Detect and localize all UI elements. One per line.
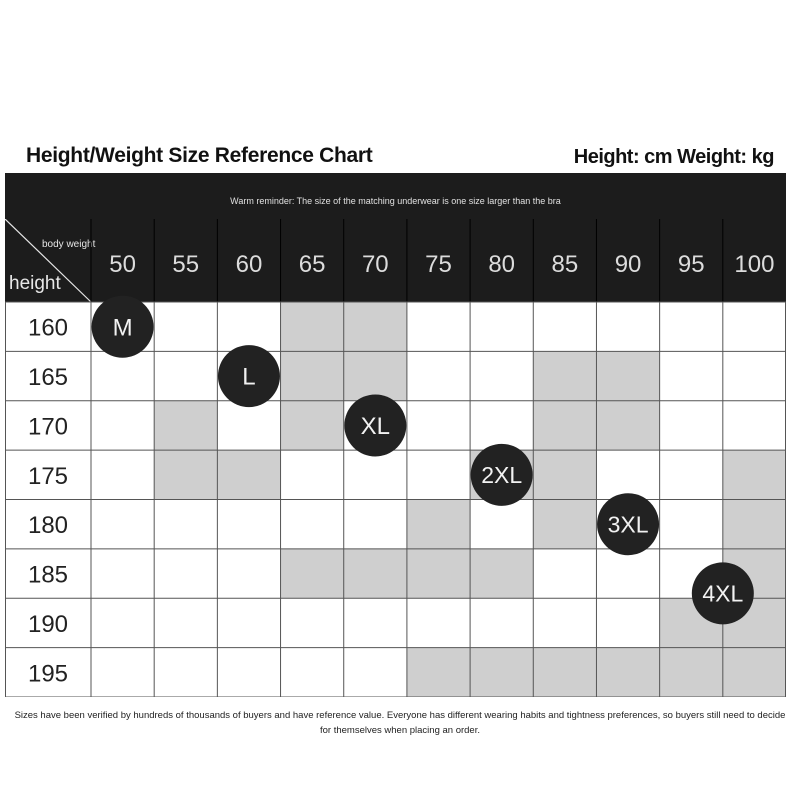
- height-label-160: 160: [27, 314, 69, 342]
- shaded-cell: [344, 302, 407, 351]
- height-label-195: 195: [27, 660, 69, 688]
- shaded-cell: [281, 401, 344, 450]
- size-label-m: M: [112, 314, 133, 342]
- weight-header-95: 95: [677, 251, 705, 278]
- weight-header-85: 85: [551, 251, 579, 278]
- weight-header-90: 90: [614, 251, 642, 278]
- size-label-xl: XL: [360, 413, 390, 441]
- shaded-cell: [407, 549, 470, 598]
- shaded-cell: [660, 648, 723, 697]
- shaded-cell: [470, 549, 533, 598]
- shaded-cell: [533, 500, 596, 549]
- shaded-cell: [596, 351, 659, 400]
- weight-header-75: 75: [425, 251, 452, 278]
- weight-header-70: 70: [361, 251, 389, 278]
- corner-weight-label: body weight: [42, 239, 96, 250]
- weight-header-80: 80: [488, 251, 516, 278]
- shaded-cell: [217, 450, 280, 499]
- footnote: Sizes have been verified by hundreds of thousands of buyers and have reference value. Everyone has different wearing habits and tightness preferences, so buyers still need to decide for themselves when placing an order.: [14, 710, 786, 736]
- shaded-cell: [407, 648, 470, 697]
- height-label-185: 185: [27, 561, 69, 589]
- shaded-cell: [723, 648, 786, 697]
- shaded-cell: [723, 500, 786, 549]
- height-label-175: 175: [27, 462, 69, 490]
- shaded-cell: [723, 450, 786, 499]
- weight-header-100: 100: [734, 251, 775, 278]
- shaded-cell: [533, 351, 596, 400]
- size-grid: [5, 219, 786, 697]
- shaded-cell: [596, 401, 659, 450]
- shaded-cell: [470, 648, 533, 697]
- weight-header-60: 60: [235, 251, 263, 278]
- shaded-cell: [154, 450, 217, 499]
- reminder-text: Warm reminder: The size of the matching underwear is one size larger than the bra: [230, 196, 561, 206]
- shaded-cell: [281, 549, 344, 598]
- reminder-bar: [5, 173, 786, 219]
- size-label-2xl: 2XL: [481, 462, 523, 489]
- height-label-180: 180: [27, 512, 69, 540]
- shaded-cell: [281, 302, 344, 351]
- shaded-cell: [596, 648, 659, 697]
- size-label-4xl: 4XL: [702, 580, 744, 607]
- weight-header-50: 50: [109, 251, 136, 278]
- shaded-cell: [344, 549, 407, 598]
- shaded-cell: [344, 351, 407, 400]
- shaded-cell: [533, 450, 596, 499]
- corner-height-label: height: [9, 273, 61, 294]
- shaded-cell: [281, 351, 344, 400]
- size-grid-svg: [5, 219, 786, 697]
- height-label-170: 170: [27, 413, 69, 441]
- shaded-cell: [533, 401, 596, 450]
- size-label-l: L: [242, 363, 256, 391]
- weight-header-65: 65: [298, 251, 326, 278]
- units-label: Height: cm Weight: kg: [573, 146, 774, 168]
- height-label-190: 190: [27, 610, 69, 638]
- height-label-165: 165: [27, 364, 69, 392]
- weight-header-55: 55: [172, 251, 200, 278]
- shaded-cell: [154, 401, 217, 450]
- size-label-3xl: 3XL: [607, 511, 649, 538]
- shaded-cell: [533, 648, 596, 697]
- shaded-cell: [407, 500, 470, 549]
- chart-title: Height/Weight Size Reference Chart: [26, 144, 373, 167]
